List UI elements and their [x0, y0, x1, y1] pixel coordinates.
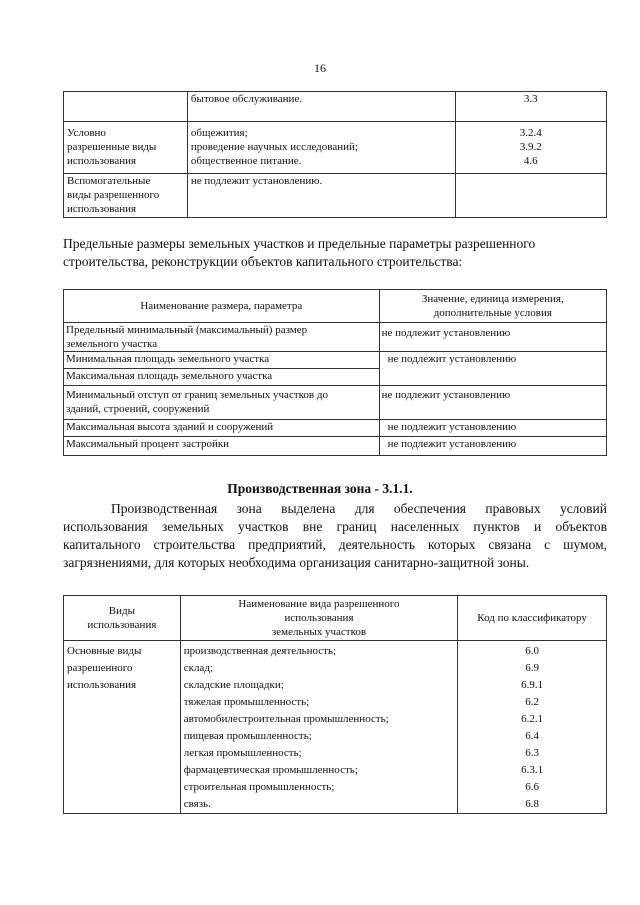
table-header-cell: Наименование вида разрешенного использования земельных участков	[180, 596, 458, 641]
list-item: 6.8	[525, 798, 539, 810]
table-cell	[455, 174, 607, 218]
table-cell	[180, 641, 458, 814]
list-item: 6.0	[525, 645, 539, 657]
table-header-row	[64, 596, 607, 641]
list-item: тяжелая промышленность;	[183, 696, 310, 708]
table-cell: Основные виды разрешенного использования	[64, 641, 181, 814]
list-item: 6.9	[525, 662, 539, 674]
table-row	[64, 641, 607, 814]
table-cell: Условно разрешенные виды использования	[64, 122, 188, 174]
list-item: склад;	[183, 662, 213, 674]
list-item: строительная промышленность;	[183, 781, 335, 793]
list-item: 6.4	[525, 730, 539, 742]
table-cell: Максимальная высота зданий и сооружений	[64, 420, 380, 437]
table-cell: 3.2.4 3.9.2 4.6	[455, 122, 607, 174]
list-item: 6.2	[525, 696, 539, 708]
list-item: 6.3	[525, 747, 539, 759]
table-cell: Предельный минимальный (максимальный) размер земельного участка	[64, 323, 380, 352]
table-cell: общежития; проведение научных исследований; общественное питание.	[187, 122, 455, 174]
table-cell: не подлежит установлению	[379, 386, 606, 420]
paragraph-zone-description: Производственная зона выделена для обеспечения правовых условий использования земельных участков вне границ населенных пунктов и объектов капитального строительства предприятий, деятельность которых связана с шумом, загрязнениями, для которых необходима организация санитарно-защитной зоны.	[63, 501, 607, 570]
table-header-cell: Виды использования	[64, 596, 181, 641]
table-cell	[64, 92, 188, 122]
table-row	[64, 323, 607, 352]
table-cell	[458, 641, 607, 814]
list-item: связь.	[183, 798, 211, 810]
table-header-row	[64, 290, 607, 323]
table-production-zone-uses	[63, 595, 607, 814]
table-cell: не подлежит установлению.	[187, 174, 455, 218]
table-cell: Минимальный отступ от границ земельных участков до зданий, строений, сооружений	[64, 386, 380, 420]
table-header-cell: Значение, единица измерения, дополнительные условия	[379, 290, 606, 323]
table-cell: не подлежит установлению	[379, 352, 606, 386]
list-item: складские площадки;	[183, 679, 284, 691]
table-limits	[63, 289, 607, 456]
table-header-cell: Код по классификатору	[458, 596, 607, 641]
table-cell: Максимальный процент застройки	[64, 437, 380, 456]
page-number: 16	[314, 61, 326, 75]
table-cell: Максимальная площадь земельного участка	[64, 369, 380, 386]
paragraph-limits-intro: Предельные размеры земельных участков и предельные параметры разрешенного строительства, реконструкции объектов капитального строительства:	[63, 236, 536, 269]
table-row	[64, 437, 607, 456]
list-item: фармацевтическая промышленность;	[183, 764, 358, 776]
section-heading: Производственная зона - 3.1.1.	[227, 481, 413, 496]
list-item: 6.3.1	[521, 764, 544, 776]
table-cell: не подлежит установлению	[379, 420, 606, 437]
table-cell: не подлежит установлению	[379, 323, 606, 352]
table-zone-uses-continued	[63, 91, 607, 218]
table-header-cell: Наименование размера, параметра	[64, 290, 380, 323]
list-item: 6.9.1	[521, 679, 544, 691]
table-row	[64, 420, 607, 437]
list-item: 6.6	[525, 781, 539, 793]
table-row	[64, 386, 607, 420]
list-item: производственная деятельность;	[183, 645, 337, 657]
table-cell: Вспомогательные виды разрешенного использования	[64, 174, 188, 218]
list-item: 6.2.1	[521, 713, 544, 725]
table-cell: бытовое обслуживание.	[187, 92, 455, 122]
table-row	[64, 122, 607, 174]
list-item: автомобилестроительная промышленность;	[183, 713, 389, 725]
table-row	[64, 174, 607, 218]
table-row	[64, 352, 607, 369]
list-item: пищевая промышленность;	[183, 730, 312, 742]
table-row	[64, 92, 607, 122]
table-cell: 3.3	[455, 92, 607, 122]
table-cell: не подлежит установлению	[379, 437, 606, 456]
table-cell: Минимальная площадь земельного участка	[64, 352, 380, 369]
list-item: легкая промышленность;	[183, 747, 302, 759]
